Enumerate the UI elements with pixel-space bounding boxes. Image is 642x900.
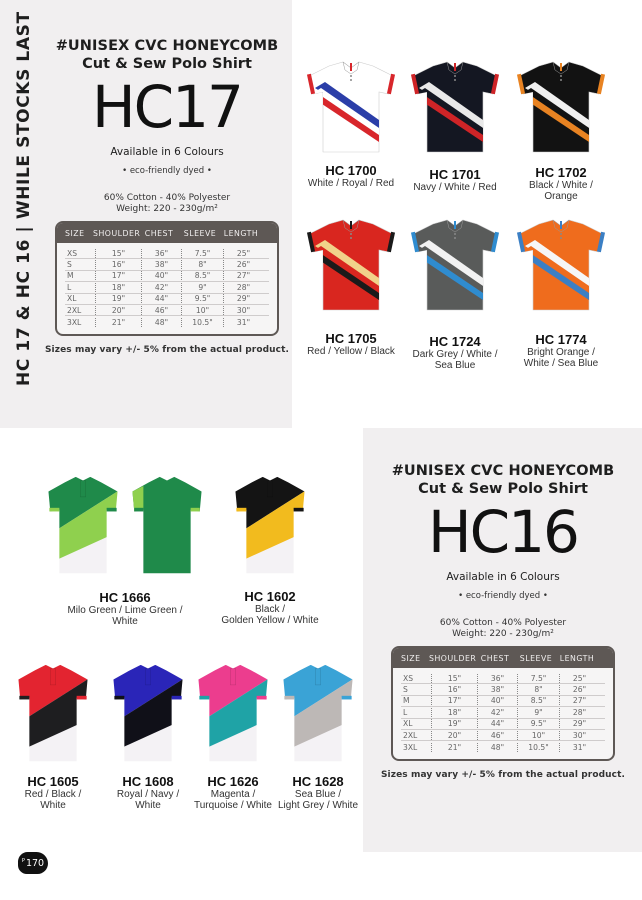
column-header: SHOULDER [429,653,477,663]
table-cell: 31" [559,743,599,752]
table-cell: 27" [559,696,599,705]
weight-text: Weight: 220 - 230g/m² [116,204,218,214]
product-colors: Milo Green / Lime Green / [67,605,183,616]
table-cell: M [403,696,410,706]
product-colors-line2: White [112,616,138,627]
table-cell: 30" [559,731,599,740]
table-cell: XS [403,673,414,683]
product-hc1700 [298,60,404,189]
size-table [55,221,279,336]
product-colors: Magenta / [210,789,256,800]
column-header: LENGTH [559,653,595,663]
product-colors-line2: Light Grey / White [277,800,359,811]
table-cell: 2XL [403,730,418,740]
hc16-spec [365,463,641,780]
product-code: HC 1705 [325,331,377,346]
column-header: SIZE [401,653,421,663]
product-code: HC 1724 [429,334,481,349]
polo-shirt-front-image [193,658,273,770]
table-row [401,741,605,752]
table-cell: 42" [477,708,517,717]
table-cell: 8" [517,685,559,694]
polo-shirt-image [515,218,607,314]
table-cell: 9.5" [517,719,559,728]
table-cell: 30" [223,306,263,315]
polo-shirt-image [515,60,607,156]
table-row [401,696,605,707]
product-code: HC 1701 [429,167,481,182]
product-colors-line2: Sea Blue [434,360,476,371]
table-cell: 18" [95,283,141,292]
product-subtitle: Cut & Sew Polo Shirt [418,481,588,497]
table-cell: 40" [141,271,181,280]
product-colors-line2: Turquoise / White [194,800,272,811]
colours-available: Available in 6 Colours [446,571,560,583]
polo-shirt-front-image [13,658,93,770]
table-cell: 20" [95,306,141,315]
product-code: HC 1666 [99,590,151,605]
size-table-header [393,648,613,668]
size-table [391,646,615,761]
product-code: HC 1700 [325,163,377,178]
column-header: SLEEVE [183,228,217,238]
weight-text: Weight: 220 - 230g/m² [452,629,554,639]
table-cell: 8.5" [517,696,559,705]
table-cell: 38" [141,260,181,269]
fabric-text: 60% Cotton - 40% Polyester [103,193,231,203]
table-cell: 16" [95,260,141,269]
product-code: HC 1702 [535,165,587,180]
table-cell: L [67,282,72,292]
polo-shirt-back-image [127,470,207,582]
product-hc1724 [402,218,508,371]
table-cell: 7.5" [181,249,223,258]
page-number-badge [18,852,48,874]
table-cell: 9" [517,708,559,717]
column-header: SLEEVE [519,653,553,663]
product-label [508,165,614,202]
product-label [34,590,216,627]
table-row [65,305,269,316]
table-cell: 7.5" [517,674,559,683]
eco-label: • eco-friendly dyed • [458,591,548,601]
table-cell: 15" [431,674,477,683]
table-row [65,271,269,282]
table-cell: XL [403,719,413,729]
side-banner: HC 17 & HC 16 | WHILE STOCKS LAST [14,11,34,386]
table-cell: 17" [431,696,477,705]
product-colors-line2: Golden Yellow / White [221,615,319,626]
table-cell: 44" [141,294,181,303]
polo-shirt-image [305,60,397,156]
product-hc1702 [508,60,614,202]
product-colors: Royal / Navy / [116,789,180,800]
table-row [65,294,269,305]
table-row [65,259,269,270]
fabric-composition [44,193,290,215]
product-hc1666 [40,470,210,627]
table-cell: 44" [477,719,517,728]
product-label [298,163,404,189]
eco-label: • eco-friendly dyed • [122,166,212,176]
product-code-title: HC17 [92,73,242,141]
polo-shirt-front-image [108,658,188,770]
polo-shirt-front-image [43,470,123,582]
table-cell: 38" [477,685,517,694]
column-header: SHOULDER [93,228,141,238]
table-cell: 28" [559,708,599,717]
product-hc1701 [402,60,508,193]
polo-shirt-image [305,218,397,314]
product-label [402,334,508,371]
table-row [401,673,605,684]
product-hc1774 [508,218,614,369]
table-cell: 8.5" [181,271,223,280]
product-label [266,774,370,811]
table-cell: 46" [141,306,181,315]
table-cell: 21" [431,743,477,752]
table-cell: 29" [223,294,263,303]
table-cell: 21" [95,318,141,327]
product-hashtag: #UNISEX CVC HONEYCOMB [55,38,279,54]
table-cell: 2XL [67,305,82,315]
table-row [401,719,605,730]
table-cell: 36" [141,249,181,258]
page-number: 170 [25,857,45,869]
colours-available: Available in 6 Colours [110,146,224,158]
fabric-text: 60% Cotton - 40% Polyester [439,618,567,628]
product-colors: White / Royal / Red [307,178,395,189]
product-label [209,589,331,626]
polo-shirt-front-image [278,658,358,770]
product-hc1628 [272,658,364,811]
table-cell: L [403,707,408,717]
table-cell: M [67,271,74,281]
table-cell: 10.5" [181,318,223,327]
polo-shirt-image [409,60,501,156]
table-cell: 25" [559,674,599,683]
table-cell: 19" [95,294,141,303]
table-cell: 42" [141,283,181,292]
table-cell: 31" [223,318,263,327]
table-row [401,730,605,741]
product-hc1602 [215,470,325,626]
size-table-header [57,223,277,243]
product-code: HC 1626 [207,774,259,789]
product-colors: Dark Grey / White / [412,349,498,360]
table-cell: 3XL [403,742,418,752]
table-cell: 15" [95,249,141,258]
table-cell: 18" [431,708,477,717]
product-label [508,332,614,369]
table-cell: 3XL [67,317,82,327]
table-cell: 9.5" [181,294,223,303]
product-code: HC 1628 [292,774,344,789]
product-colors: Red / Black / [24,789,82,800]
product-code: HC 1608 [122,774,174,789]
size-note: Sizes may vary +/- 5% from the actual product. [380,769,626,780]
product-colors: Red / Yellow / Black [307,346,395,357]
product-hc1705 [298,218,404,357]
table-cell: 36" [477,674,517,683]
column-header: LENGTH [223,228,259,238]
table-cell: 10" [181,306,223,315]
table-cell: S [67,260,72,270]
table-cell: 9" [181,283,223,292]
product-colors-line2: White / Sea Blue [523,358,599,369]
table-row [65,316,269,327]
table-cell: XS [67,248,78,258]
column-header: CHEST [144,228,174,238]
fabric-composition [365,618,641,640]
product-code: HC 1602 [244,589,296,604]
table-cell: XL [67,294,77,304]
page-prefix: P [21,858,25,864]
product-label [298,331,404,357]
product-colors: Black / [254,604,285,615]
size-note: Sizes may vary +/- 5% from the actual product. [44,344,290,355]
table-cell: 17" [95,271,141,280]
product-code-title: HC16 [428,498,578,566]
table-row [65,248,269,259]
product-code: HC 1774 [535,332,587,347]
table-cell: 40" [477,696,517,705]
table-cell: 27" [223,271,263,280]
product-hashtag: #UNISEX CVC HONEYCOMB [391,463,615,479]
table-cell: S [403,685,408,695]
product-label [2,774,104,811]
product-colors-line2: White [40,800,66,811]
table-cell: 29" [559,719,599,728]
table-cell: 10" [517,731,559,740]
product-colors: Navy / White / Red [413,182,497,193]
product-colors-line2: Orange [544,191,578,202]
table-cell: 25" [223,249,263,258]
table-cell: 8" [181,260,223,269]
column-header: SIZE [65,228,85,238]
product-code: HC 1605 [27,774,79,789]
product-subtitle: Cut & Sew Polo Shirt [82,56,252,72]
table-cell: 26" [223,260,263,269]
table-row [401,707,605,718]
table-row [65,282,269,293]
table-cell: 20" [431,731,477,740]
hc17-spec [44,38,290,355]
table-cell: 48" [141,318,181,327]
table-row [401,684,605,695]
table-cell: 48" [477,743,517,752]
product-hc1626 [188,658,278,811]
product-colors: Sea Blue / [294,789,342,800]
table-cell: 16" [431,685,477,694]
product-hc1605 [8,658,98,811]
product-colors: Black / White / [529,180,593,191]
column-header: CHEST [480,653,510,663]
product-colors: Bright Orange / [527,347,595,358]
polo-shirt-image [409,218,501,314]
table-cell: 26" [559,685,599,694]
polo-shirt-front-image [230,470,310,582]
product-hc1608 [103,658,193,811]
table-cell: 10.5" [517,743,559,752]
product-colors-line2: White [135,800,161,811]
table-cell: 46" [477,731,517,740]
table-cell: 19" [431,719,477,728]
table-cell: 28" [223,283,263,292]
product-label [402,167,508,193]
